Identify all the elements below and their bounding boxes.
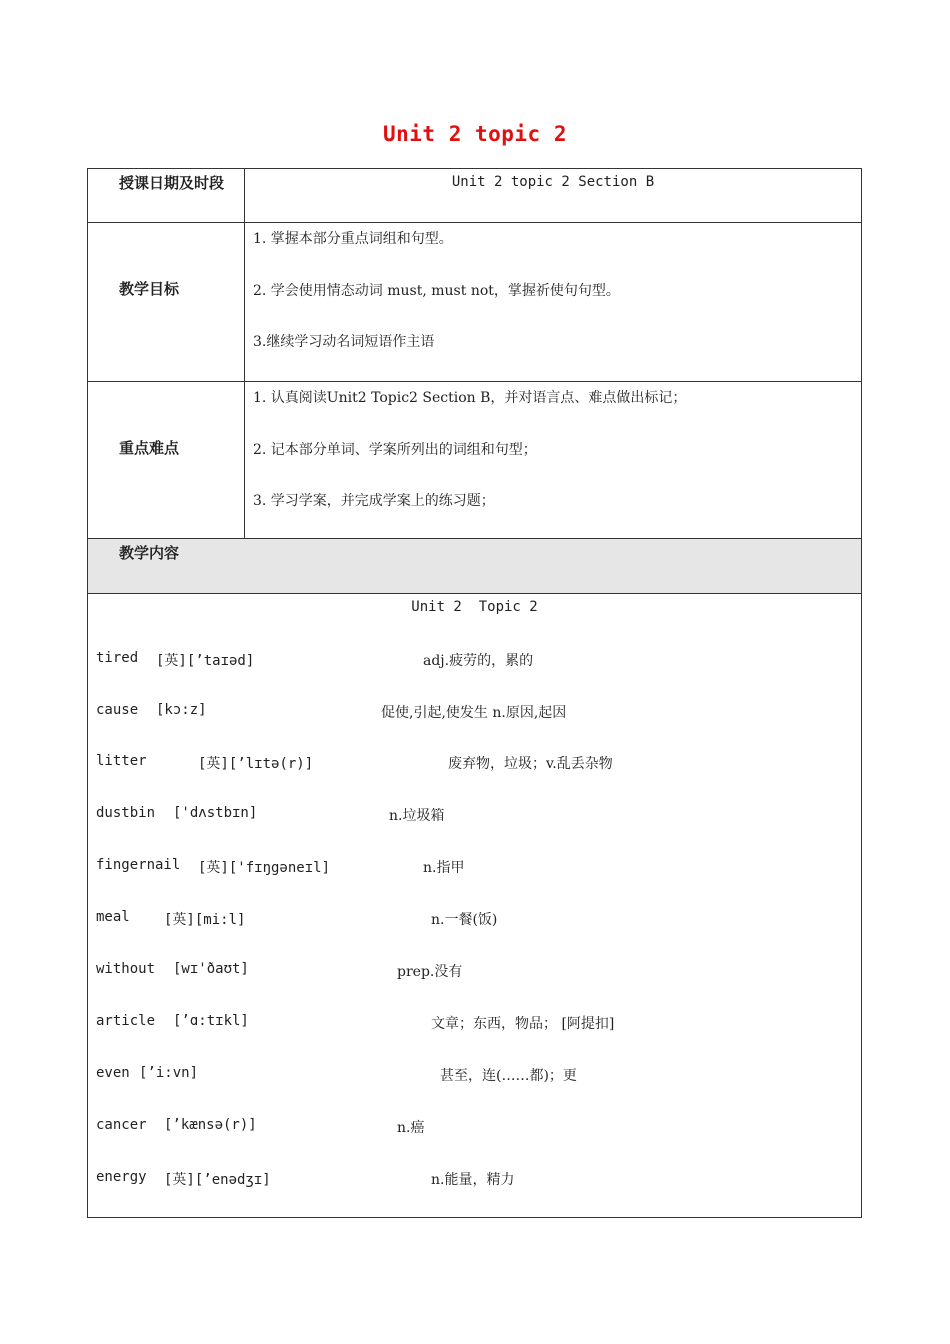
content-heading-row (88, 539, 861, 594)
vocab-item (96, 1117, 856, 1139)
vocab-item (96, 1013, 856, 1035)
vocab-item (96, 805, 856, 827)
vocab-phonetic: [’ɑ:tɪkl] (173, 1013, 249, 1029)
key-points-cell (245, 382, 861, 538)
vocab-meaning: n.一餐(饭) (431, 912, 498, 928)
vocab-phonetic: [’i:vn] (139, 1065, 199, 1081)
vocab-meaning: 促使,引起,使发生 n.原因,起因 (381, 705, 567, 721)
goal-item: 3.继续学习动名词短语作主语 (253, 334, 435, 350)
vocab-item (96, 1065, 856, 1087)
vocab-item (96, 961, 856, 983)
date-value-cell (245, 169, 861, 222)
vocab-item (96, 909, 856, 931)
date-row (88, 169, 861, 223)
vocab-meaning: 文章；东西，物品； [阿提扣] (431, 1016, 615, 1032)
vocab-meaning: prep.没有 (397, 964, 463, 980)
vocab-meaning: adj.疲劳的，累的 (423, 653, 534, 669)
goal-item: 2. 学会使用情态动词 must, must not，掌握祈使句句型。 (253, 283, 620, 299)
vocab-meaning: 废弃物，垃圾；v.乱丢杂物 (448, 756, 613, 772)
date-value: Unit 2 topic 2 Section B (451, 174, 655, 190)
vocab-phonetic: [’kænsə(r)] (164, 1117, 257, 1133)
goals-label: 教学目标 (119, 280, 180, 298)
vocab-meaning: n.癌 (397, 1120, 425, 1136)
goals-row (88, 223, 861, 382)
vocab-word: tired (96, 650, 139, 666)
vocab-word: cancer (96, 1117, 147, 1133)
vocab-phonetic: [英][’taɪəd] (156, 653, 255, 669)
vocab-title: Unit 2 Topic 2 (411, 599, 538, 615)
vocab-word: energy (96, 1169, 147, 1185)
vocab-meaning: n.指甲 (423, 860, 465, 876)
vocab-word: litter (96, 753, 147, 769)
vocab-word: even (96, 1065, 130, 1081)
vocab-phonetic: [英][mi:l] (164, 912, 246, 928)
goals-label-cell (88, 223, 245, 381)
document-title: Unit 2 topic 2 (382, 122, 567, 146)
vocab-word: article (96, 1013, 156, 1029)
key-point-item: 2. 记本部分单词、学案所列出的词组和句型； (253, 442, 537, 458)
vocab-phonetic: [英][’lɪtə(r)] (198, 756, 314, 772)
vocab-word: fingernail (96, 857, 181, 873)
vocab-item (96, 753, 856, 775)
key-label: 重点难点 (119, 439, 180, 457)
date-label-cell (88, 169, 245, 222)
key-points-row (88, 382, 861, 539)
vocab-item (96, 1169, 856, 1191)
vocab-meaning: n.垃圾箱 (389, 808, 445, 824)
vocab-item (96, 650, 856, 672)
vocab-word: dustbin (96, 805, 156, 821)
vocab-item (96, 857, 856, 879)
vocab-phonetic: [wɪ'ðaʊt] (173, 961, 249, 977)
vocab-meaning: 甚至，连(……都)；更 (440, 1068, 577, 1084)
vocab-meaning: n.能量，精力 (431, 1172, 515, 1188)
key-label-cell (88, 382, 245, 538)
vocab-word: without (96, 961, 156, 977)
vocab-phonetic: [英]['fɪŋgəneɪl] (198, 860, 331, 876)
content-label: 教学内容 (119, 544, 180, 562)
vocab-item (96, 702, 856, 724)
vocab-phonetic: [英][’enədʒɪ] (164, 1172, 271, 1188)
date-label: 授课日期及时段 (119, 174, 225, 192)
goal-item: 1. 掌握本部分重点词组和句型。 (253, 231, 453, 247)
lesson-table (87, 168, 862, 1218)
vocab-phonetic: ['dʌstbɪn] (173, 805, 258, 821)
key-point-item: 1. 认真阅读Unit2 Topic2 Section B，并对语言点、难点做出标记； (253, 390, 687, 406)
goals-cell (245, 223, 861, 381)
vocab-word: meal (96, 909, 130, 925)
vocab-word: cause (96, 702, 139, 718)
key-point-item: 3. 学习学案，并完成学案上的练习题； (253, 493, 495, 509)
vocab-phonetic: [kɔ:z] (156, 702, 207, 718)
